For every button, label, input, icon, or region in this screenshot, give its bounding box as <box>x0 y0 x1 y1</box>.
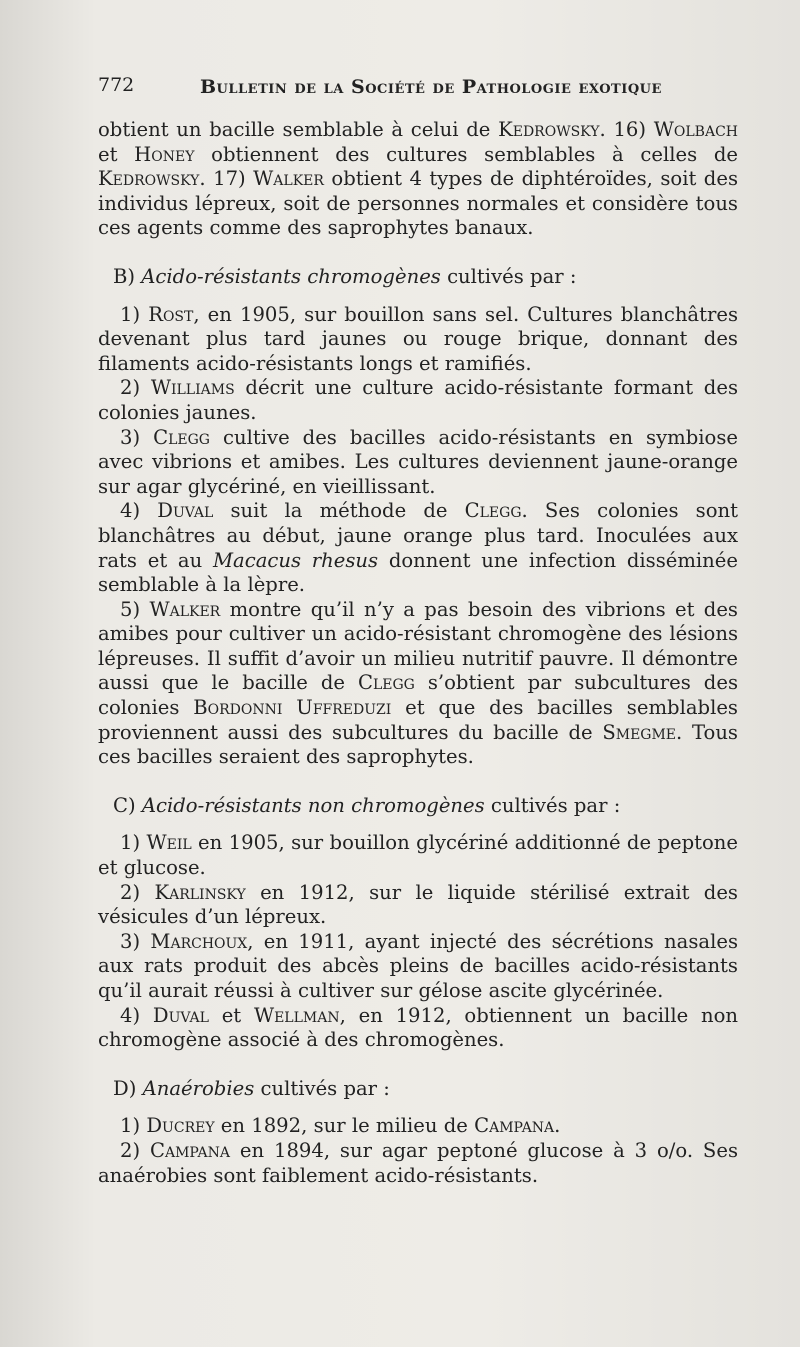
text-run: obtiennent des cultures semblables à celles de <box>194 142 738 166</box>
item-number: 3) <box>120 929 151 953</box>
list-item <box>98 303 738 377</box>
paragraph-continuation <box>98 118 738 241</box>
text-run: donnent une infection disséminée semblable à la lèpre. <box>98 548 738 597</box>
text-run: cultivés par : <box>440 264 577 288</box>
text-run: . Tous ces bacilles seraient des saprophytes. <box>98 720 738 769</box>
item-number: 2) <box>120 880 155 904</box>
list-item <box>98 598 738 770</box>
author-name: Honey <box>134 142 195 166</box>
text-run: cultive des bacilles acido-résistants en symbiose avec vibrions et amibes. Les cultures deviennent jaune-orange sur agar glycériné, en vieillissant. <box>98 425 738 498</box>
text-run: en 1912, sur le liquide stérilisé extrait des vésicules d’un lépreux. <box>98 880 738 929</box>
list-item <box>98 1004 738 1053</box>
section-title: Acido-résistants non chromogènes <box>141 793 485 817</box>
text-run: . 17) <box>199 167 254 191</box>
author-name: Smegme <box>602 720 677 744</box>
page-number: 772 <box>98 74 135 96</box>
author-name: Clegg <box>153 425 210 449</box>
text-run: décrit une culture acido-résistante formant des colonies jaunes. <box>98 376 738 424</box>
item-number: 3) <box>120 425 154 449</box>
text-run: . Ses colonies sont blanchâtres au début, jaune orange plus tard. Inoculées aux rats et au <box>98 499 738 572</box>
section-title: Acido-résistants chromogènes <box>141 264 441 288</box>
running-head: Bulletin de la Société de Pathologie exotique <box>200 76 662 98</box>
text-run: obtient un bacille semblable à celui de <box>98 118 499 141</box>
author-name: Duval <box>152 1003 209 1027</box>
section-letter: B) <box>113 264 142 288</box>
author-name: Clegg <box>464 499 522 523</box>
list-item <box>98 426 738 500</box>
item-number: 2) <box>120 376 151 400</box>
author-name: Campana <box>474 1114 555 1138</box>
author-name: Walker <box>149 597 221 621</box>
section-heading-b <box>98 265 738 290</box>
section-title: Anaérobies <box>142 1076 255 1100</box>
text-run: et que des bacilles semblables proviennent aussi des subcultures du bacille de <box>98 696 738 744</box>
item-number: 1) <box>120 1114 147 1138</box>
author-name: Wellman <box>253 1003 340 1027</box>
list-item <box>98 881 738 930</box>
item-number: 5) <box>120 597 150 621</box>
author-name: Karlinsky <box>154 880 246 904</box>
text-run: cultivés par : <box>254 1076 390 1100</box>
author-name: Weil <box>146 831 192 855</box>
text-run: cultivés par : <box>484 793 621 817</box>
author-name: Duval <box>157 499 214 523</box>
text-run: suit la méthode de <box>213 499 465 523</box>
text-run: . 16) <box>599 118 654 141</box>
section-heading-c <box>98 794 738 819</box>
author-name: Rost <box>148 302 194 326</box>
item-number: 4) <box>120 1003 153 1027</box>
author-name: Kedrowsky <box>498 118 600 141</box>
author-name: Ducrey <box>146 1114 215 1138</box>
item-number: 1) <box>120 302 149 326</box>
section-heading-d <box>98 1077 738 1102</box>
text-run: en 1892, sur le milieu de <box>214 1114 475 1138</box>
list-item <box>98 930 738 1004</box>
text-run: montre qu’il n’y a pas besoin des vibrions et des amibes pour cultiver un acido-résistant chromogène des lésions lépreuses. Il suffit d’avoir un milieu nutritif pauvre. Il démontre aussi que le bacille de <box>98 597 738 695</box>
page-header <box>98 74 748 106</box>
author-name: Kedrowsky <box>98 167 200 191</box>
text-run: , en 1905, sur bouillon sans sel. Cultures blanchâtres devenant plus tard jaunes ou rouge brique, donnant des filaments acido-résistants longs et ramifiés. <box>98 302 739 375</box>
author-name: Bordonni Uffreduzi <box>193 696 392 720</box>
text-run: , en 1911, ayant injecté des sécrétions nasales aux rats produit des abcès pleins de bacilles acido-résistants qu’il aurait réussi à cultiver sur gélose ascite glycérinée. <box>98 929 739 1002</box>
section-letter: C) <box>113 793 142 817</box>
text-run: obtient 4 types de diphtéroïdes, soit des individus lépreux, soit de personnes normales et considère tous ces agents comme des saprophytes banaux. <box>98 167 739 240</box>
list-item <box>98 499 738 597</box>
section-letter: D) <box>113 1076 143 1100</box>
author-name: Marchoux <box>150 929 248 953</box>
author-name: Clegg <box>357 671 415 695</box>
text-run: et <box>208 1003 254 1027</box>
item-number: 2) <box>120 1138 150 1162</box>
body-text <box>98 118 738 1188</box>
text-run: et <box>98 142 135 166</box>
list-item <box>98 1114 738 1139</box>
item-number: 1) <box>120 831 147 855</box>
list-item <box>98 1139 738 1188</box>
author-name: Williams <box>150 376 235 400</box>
text-run: . <box>554 1114 561 1138</box>
author-name: Wolbach <box>653 118 738 141</box>
item-number: 4) <box>120 499 158 523</box>
list-item <box>98 376 738 425</box>
species-name: Macacus rhesus <box>212 548 379 572</box>
author-name: Walker <box>253 167 324 191</box>
list-item <box>98 831 738 880</box>
text-run: en 1905, sur bouillon glycériné additionné de peptone et glucose. <box>98 831 739 880</box>
author-name: Campana <box>149 1138 231 1162</box>
text-run: , en 1912, obtiennent un bacille non chromogène associé à des chromogènes. <box>98 1003 738 1052</box>
text-run: en 1894, sur agar peptoné glucose à 3 o/o. Ses anaérobies sont faiblement acido-résistants. <box>98 1138 738 1187</box>
text-run: s’obtient par subcultures des colonies <box>98 671 739 720</box>
